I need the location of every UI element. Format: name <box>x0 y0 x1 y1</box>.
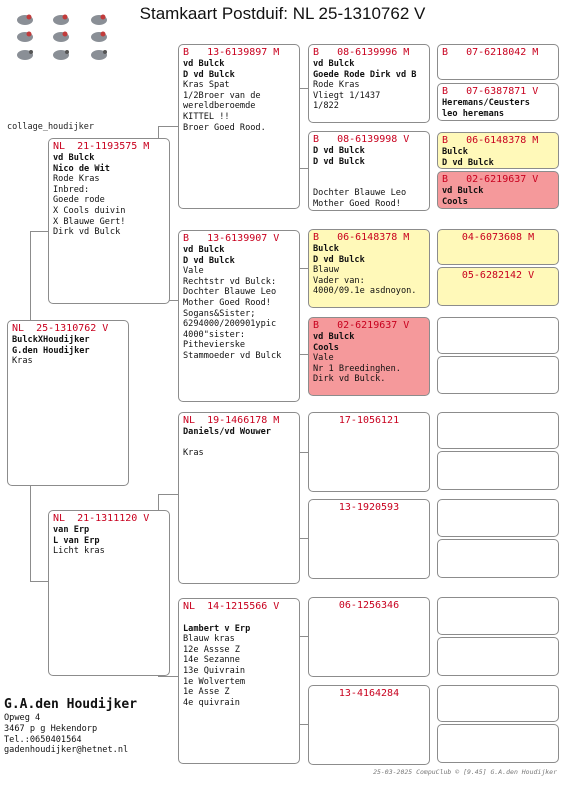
mmm-pigeon-card[interactable] <box>308 685 430 765</box>
mmf-ring-number: 06-1256346 <box>338 600 400 611</box>
fm-pigeon-card[interactable] <box>178 230 300 402</box>
fmf-owner-line: D vd Bulck <box>313 254 365 265</box>
ff-note: wereldberoemde <box>183 101 256 112</box>
fmff-ring-number: 04-6073608 M <box>461 232 535 243</box>
father-note: X Blauwe Gert! <box>53 216 126 227</box>
father-ring-number: NL 21-1193575 M <box>53 141 150 152</box>
mmfm-pigeon-card[interactable] <box>437 637 559 676</box>
mm-owner-line: Lambert v Erp <box>183 623 251 634</box>
ffmf-owner-line: Bulck <box>442 147 468 157</box>
connector <box>30 581 49 582</box>
connector <box>300 168 308 169</box>
connector <box>300 268 308 269</box>
ffm-note <box>313 167 425 178</box>
fmf-pigeon-card[interactable] <box>308 229 430 308</box>
connector <box>158 494 178 495</box>
fmf-note: Blauw <box>313 265 339 276</box>
connector <box>30 486 31 581</box>
ffm-note: Mother Goed Rood! <box>313 198 401 209</box>
mother-pigeon-card[interactable] <box>48 510 170 676</box>
subject-owner-line: BulckXHoudijker <box>12 335 90 345</box>
fm-ring-number: B 13-6139907 V <box>183 233 280 244</box>
connector <box>30 231 31 321</box>
connector <box>158 126 178 127</box>
subject-pigeon-card[interactable] <box>7 320 129 486</box>
fm-note: Sogans&Sister; <box>183 308 256 319</box>
ffmf-ring-number: B 06-6148378 M <box>442 135 539 146</box>
mmf-pigeon-card[interactable] <box>308 597 430 677</box>
owner-email: gadenhoudijker@hetnet.nl <box>4 745 129 756</box>
fm-note: 4000"sister: <box>183 329 246 340</box>
connector <box>300 88 308 89</box>
fmm-note: Vale <box>313 353 334 364</box>
fff-pigeon-card[interactable] <box>308 44 430 123</box>
owner-address: Opweg 4 <box>4 713 41 723</box>
fm-owner-line: vd Bulck <box>183 245 225 255</box>
fmff-pigeon-card[interactable] <box>437 229 559 265</box>
fmm-note: Dirk vd Bulck. <box>313 374 386 385</box>
ffff-pigeon-card[interactable] <box>437 44 559 80</box>
page-title: Stamkaart Postduif: NL 25-1310762 V <box>139 4 426 23</box>
owner-postal-city: 3467 p g Hekendorp <box>4 723 98 734</box>
connector <box>300 452 308 453</box>
fmmm-pigeon-card[interactable] <box>437 356 559 394</box>
fff-note: Vliegt 1/1437 <box>313 90 381 101</box>
connector <box>300 538 308 539</box>
mf-pigeon-card[interactable] <box>178 412 300 584</box>
father-owner-line: Nico de Wit <box>53 163 110 174</box>
ffmm-pigeon-card[interactable] <box>437 171 559 209</box>
ffmm-owner-line: vd Bulck <box>442 186 484 196</box>
ff-note: 1/2Broer van de <box>183 90 261 101</box>
connector <box>158 676 178 677</box>
mmmf-pigeon-card[interactable] <box>437 685 559 722</box>
ffm-pigeon-card[interactable] <box>308 131 430 211</box>
fffm-owner-line: leo heremans <box>442 108 505 119</box>
ffm-ring-number: B 08-6139998 V <box>313 134 410 145</box>
footer-credit: 25-03-2025 CompuClub © [9.45] G.A.den Houdijker <box>373 768 557 776</box>
mother-color: Licht kras <box>53 546 105 557</box>
fffm-owner-line: Heremans/Ceusters <box>442 98 530 108</box>
mm-note: Blauw kras <box>183 634 235 645</box>
fmm-ring-number: B 02-6219637 V <box>313 320 410 331</box>
ff-note: KITTEL !! <box>183 111 230 122</box>
mm-note: 1e Wolvertem <box>183 676 246 687</box>
mm-note: 13e Quivrain <box>183 665 246 676</box>
fmmf-pigeon-card[interactable] <box>437 317 559 354</box>
ff-owner-line: vd Bulck <box>183 59 225 69</box>
father-note: Rode Kras <box>53 174 100 185</box>
ff-note: Broer Goed Rood. <box>183 122 266 133</box>
mfff-pigeon-card[interactable] <box>437 412 559 449</box>
fff-owner-line: Goede Rode Dirk vd B <box>313 69 417 80</box>
ff-ring-number: B 13-6139897 M <box>183 47 280 58</box>
mfmf-pigeon-card[interactable] <box>437 499 559 537</box>
mffm-pigeon-card[interactable] <box>437 451 559 490</box>
mm-note: 4e quivrain <box>183 697 240 708</box>
ffmf-owner-line: D vd Bulck <box>442 157 494 168</box>
mm-note: 1e Asse Z <box>183 687 230 698</box>
connector <box>30 231 49 232</box>
photo-caption: collage_houdijker <box>7 122 94 132</box>
mfm-ring-number: 13-1920593 <box>338 502 400 513</box>
fmf-note: 4000/09.1e asdnoyon. <box>313 286 417 297</box>
owner-name: G.A.den Houdijker <box>4 697 138 712</box>
fff-note: 1/822 <box>313 101 339 112</box>
ffff-ring-number: B 07-6218042 M <box>442 47 539 58</box>
connector <box>300 636 308 637</box>
pigeon-photo-collage <box>12 10 120 66</box>
mff-pigeon-card[interactable] <box>308 412 430 492</box>
father-note: Inbred: <box>53 184 90 195</box>
fm-owner-line: D vd Bulck <box>183 255 235 266</box>
mm-owner-line <box>183 613 295 624</box>
pigeon-collage-image <box>12 10 120 66</box>
mother-owner-line: L van Erp <box>53 535 100 546</box>
connector <box>300 724 308 725</box>
owner-phone: Tel.:0650401564 <box>4 734 82 745</box>
mfm-pigeon-card[interactable] <box>308 499 430 579</box>
mother-ring-number: NL 21-1311120 V <box>53 513 150 524</box>
father-note: X Cools duivin <box>53 205 126 216</box>
mother-owner-line: van Erp <box>53 525 90 535</box>
ff-pigeon-card[interactable] <box>178 44 300 209</box>
ff-owner-line: D vd Bulck <box>183 69 235 80</box>
fffm-ring-number: B 07-6387871 V <box>442 86 539 97</box>
mf-color: Kras <box>183 448 204 459</box>
mf-owner-line: Daniels/vd Wouwer <box>183 427 271 437</box>
fff-note: Rode Kras <box>313 80 360 91</box>
mf-note <box>183 438 295 449</box>
subject-ring-number: NL 25-1310762 V <box>12 323 109 334</box>
fm-note: Pithevierske <box>183 340 246 351</box>
ffm-note <box>313 178 425 189</box>
fmf-ring-number: B 06-6148378 M <box>313 232 410 243</box>
fff-owner-line: vd Bulck <box>313 59 355 69</box>
fmm-owner-line: vd Bulck <box>313 332 355 342</box>
fmf-note: Vader van: <box>313 275 365 286</box>
fm-note: Stammoeder vd Bulck <box>183 350 282 361</box>
fffm-pigeon-card[interactable] <box>437 83 559 121</box>
owner-info <box>4 697 137 756</box>
father-owner-line: vd Bulck <box>53 153 95 163</box>
fmm-owner-line: Cools <box>313 342 339 353</box>
mm-note: 12e Assse Z <box>183 644 240 655</box>
father-note: Goede rode <box>53 195 105 206</box>
mm-ring-number: NL 14-1215566 V <box>183 601 280 612</box>
mmm-ring-number: 13-4164284 <box>338 688 400 699</box>
mm-pigeon-card[interactable] <box>178 598 300 764</box>
ffmm-owner-line: Cools <box>442 196 468 207</box>
fm-note: Mother Goed Rood! <box>183 297 271 308</box>
father-note: Dirk vd Bulck <box>53 227 121 238</box>
ffmf-pigeon-card[interactable] <box>437 132 559 169</box>
ff-note: Kras Spat <box>183 80 230 91</box>
fm-note: Dochter Blauwe Leo <box>183 287 277 298</box>
fm-note: 6294000/200901ypic <box>183 319 277 330</box>
fm-note: Rechtstr vd Bulck: <box>183 276 277 287</box>
fff-ring-number: B 08-6139996 M <box>313 47 410 58</box>
mf-ring-number: NL 19-1466178 M <box>183 415 280 426</box>
fmm-pigeon-card[interactable] <box>308 317 430 396</box>
fmfm-ring-number: 05-6282142 V <box>461 270 535 281</box>
ffm-owner-line: D vd Bulck <box>313 156 365 167</box>
ffmm-ring-number: B 02-6219637 V <box>442 174 539 185</box>
father-pigeon-card[interactable] <box>48 138 170 304</box>
connector <box>300 354 308 355</box>
subject-color: Kras <box>12 356 33 367</box>
mff-ring-number: 17-1056121 <box>338 415 400 426</box>
ffm-owner-line: D vd Bulck <box>313 146 365 156</box>
mmff-pigeon-card[interactable] <box>437 597 559 635</box>
subject-owner-line: G.den Houdijker <box>12 345 90 356</box>
fmf-owner-line: Bulck <box>313 244 339 254</box>
mm-note: 14e Sezanne <box>183 655 240 666</box>
fmfm-pigeon-card[interactable] <box>437 267 559 306</box>
fmm-note: Nr 1 Breedinghen. <box>313 363 401 374</box>
fm-note: Vale <box>183 266 204 277</box>
ffm-note: Dochter Blauwe Leo <box>313 188 407 199</box>
mfmm-pigeon-card[interactable] <box>437 539 559 578</box>
mmmm-pigeon-card[interactable] <box>437 724 559 763</box>
